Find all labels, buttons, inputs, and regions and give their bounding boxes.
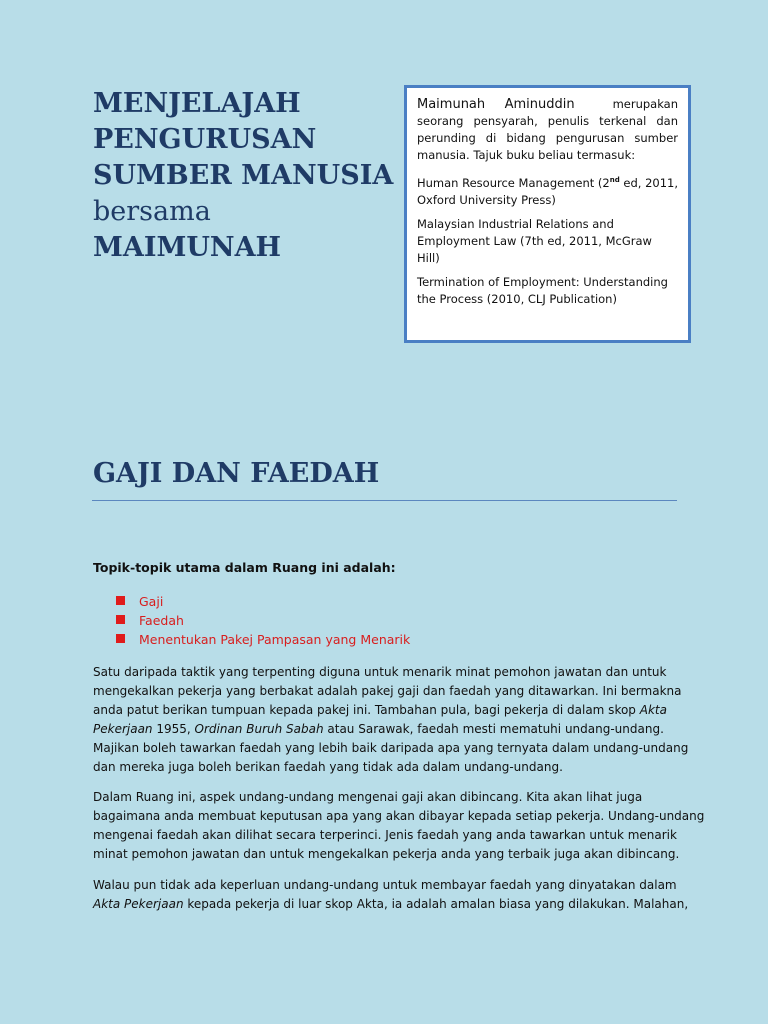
book-3-title: Termination of Employment: Understanding the Process: [417, 274, 668, 306]
title-line-3: SUMBER MANUSIA: [93, 160, 394, 191]
paragraph-line: Majikan boleh tawarkan faedah yang lebih baik daripada apa yang ternyata dalam undang-undang: [93, 741, 689, 755]
author-name: Maimunah Aminuddin: [417, 97, 575, 112]
paragraph-line: [93, 701, 678, 720]
paragraph-line: [93, 720, 678, 739]
topics-list: [116, 592, 410, 649]
list-item: [116, 630, 410, 649]
book-1: [417, 172, 678, 209]
paragraph-2: [93, 788, 705, 864]
book-2-title: Malaysian Industrial Relations and Employment Law (: [417, 216, 614, 248]
square-bullet-icon: [116, 634, 125, 643]
title-line-1: MENJELAJAH: [93, 88, 301, 119]
author-infobox: [404, 85, 691, 343]
book-3-details: (2010, CLJ Publication): [483, 291, 617, 306]
square-bullet-icon: [116, 596, 125, 605]
topic-label: Gaji: [139, 594, 164, 609]
author-intro: [417, 96, 678, 164]
paragraph-line: dan mereka juga boleh berikan faedah yang tidak ada dalam undang-undang.: [93, 760, 563, 774]
book-2-details: 7th ed, 2011, McGraw Hill): [417, 233, 652, 265]
list-item: [116, 592, 410, 611]
text-run: anda patut berikan tumpuan kepada pakej ini. Tambahan pula, bagi pekerja di dalam skop: [93, 703, 640, 717]
list-item: [116, 611, 410, 630]
page-title: [93, 86, 393, 266]
italic-run: Pekerjaan: [93, 722, 153, 736]
text-run: kepada pekerja di luar skop Akta, ia adalah amalan biasa yang dilakukan. Malahan,: [183, 897, 689, 911]
paragraph-line: Dalam Ruang ini, aspek undang-undang mengenai gaji akan dibincang. Kita akan lihat juga: [93, 790, 643, 804]
section-divider: [92, 500, 677, 501]
section-title: GAJI DAN FAEDAH: [93, 458, 380, 489]
book-1-details: ed, 2011, Oxford University Press): [417, 175, 679, 207]
book-1-title: Human Resource Management (2: [417, 175, 610, 190]
italic-run: Ordinan Buruh Sabah: [194, 722, 324, 736]
title-line-4: bersama: [93, 196, 211, 227]
book-3: [417, 274, 678, 308]
paragraph-line: Satu daripada taktik yang terpenting diguna untuk menarik minat pemohon jawatan dan untuk: [93, 665, 667, 679]
paragraph-line: mengenai faedah akan dilihat secara terperinci. Jenis faedah yang anda tawarkan untuk menarik: [93, 828, 677, 842]
text-run: 1955,: [152, 722, 195, 736]
paragraph-line: Walau pun tidak ada keperluan undang-undang untuk membayar faedah yang dinyatakan dalam: [93, 878, 677, 892]
italic-run: Akta Pekerjaan: [93, 897, 184, 911]
italic-run: Akta: [639, 703, 667, 717]
topic-label: Faedah: [139, 613, 184, 628]
paragraph-line: [93, 895, 689, 914]
title-line-5: MAIMUNAH: [93, 232, 282, 263]
topic-label: Menentukan Pakej Pampasan yang Menarik: [139, 632, 411, 647]
paragraph-line: bagaimana anda membuat keputusan apa yang akan dibayar kepada setiap pekerja. Undang-undang: [93, 809, 705, 823]
square-bullet-icon: [116, 615, 125, 624]
book-1-sup: nd: [609, 176, 620, 184]
paragraph-line: mengekalkan pekerja yang berbakat adalah pakej gaji dan faedah yang ditawarkan. Ini bermakna: [93, 684, 682, 698]
author-intro-text: merupakan seorang pensyarah, penulis terkenal dan perunding di bidang pengurusan sumber manusia. Tajuk buku beliau termasuk:: [417, 97, 679, 162]
paragraph-3: [93, 876, 689, 914]
text-run: atau Sarawak, faedah mesti mematuhi undang-undang.: [323, 722, 664, 736]
paragraph-line: minat pemohon jawatan dan untuk mengekalkan pekerja anda yang terbaik juga akan dibincang.: [93, 847, 680, 861]
topics-intro: Topik-topik utama dalam Ruang ini adalah:: [93, 560, 396, 575]
title-line-2: PENGURUSAN: [93, 124, 317, 155]
book-2: [417, 216, 678, 267]
paragraph-1: [93, 663, 689, 777]
